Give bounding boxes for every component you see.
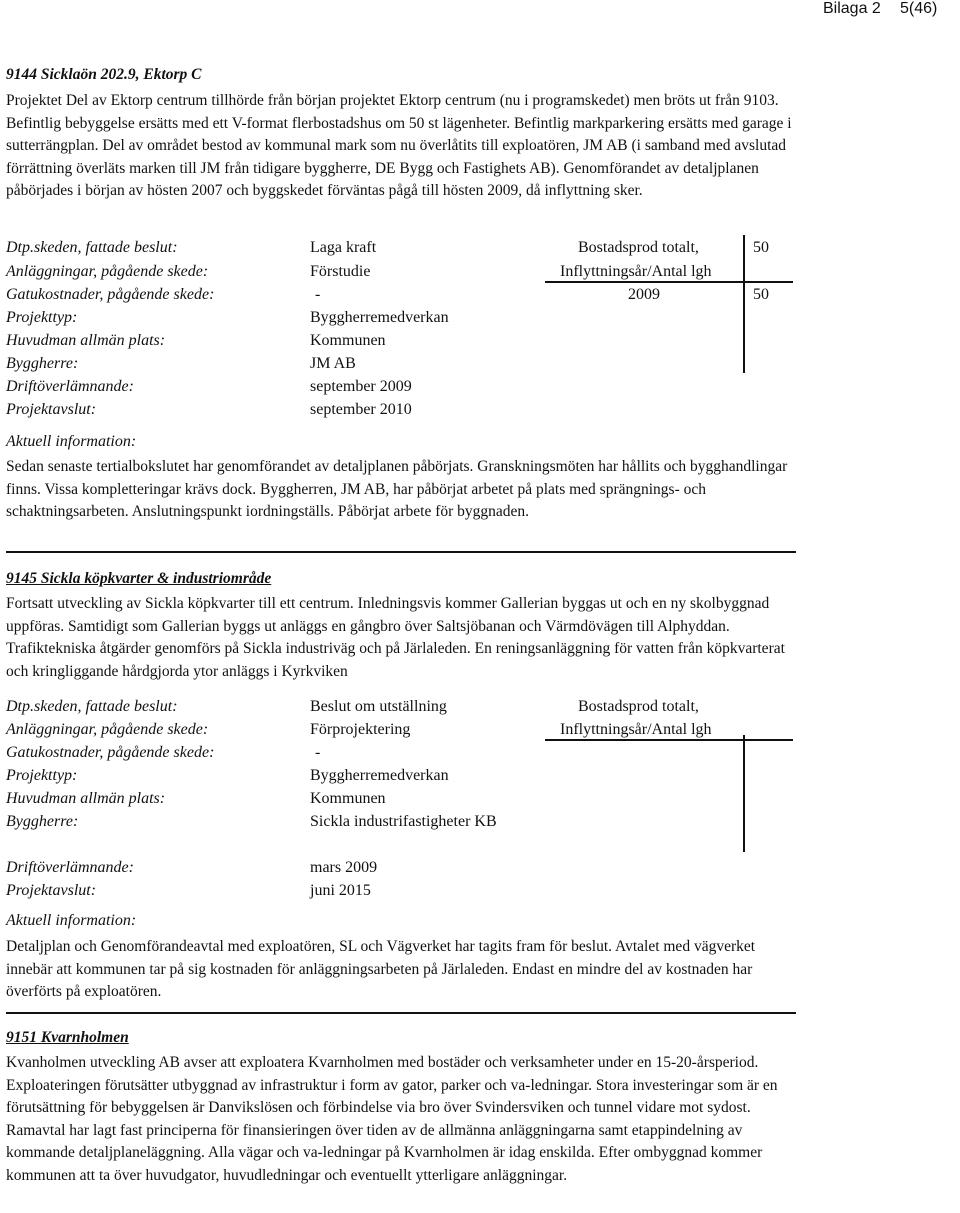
- field-value: juni 2015: [310, 882, 371, 899]
- field-value: Kommunen: [310, 790, 386, 807]
- project-title-9144: 9144 Sicklaön 202.9, Ektorp C: [6, 66, 202, 83]
- field-label: Driftöverlämnande:: [6, 378, 134, 395]
- field-value: -: [315, 286, 321, 303]
- field-value: Byggherremedverkan: [310, 767, 449, 784]
- field-label: Byggherre:: [6, 355, 79, 372]
- field-value: september 2009: [310, 378, 412, 395]
- housing-heading: Bostadsprod totalt,: [578, 239, 699, 256]
- housing-column-line: [743, 735, 745, 852]
- field-label: Gatukostnader, pågående skede:: [6, 286, 215, 303]
- section-divider: [6, 1012, 796, 1014]
- field-label: Driftöverlämnande:: [6, 859, 134, 876]
- section-divider: [6, 551, 796, 553]
- field-label: Projekttyp:: [6, 767, 78, 784]
- housing-total: 50: [753, 239, 769, 256]
- field-label: Gatukostnader, pågående skede:: [6, 744, 215, 761]
- housing-divider: [545, 739, 793, 741]
- field-value: Laga kraft: [310, 239, 377, 256]
- housing-count: 50: [753, 286, 769, 303]
- field-value: mars 2009: [310, 859, 378, 876]
- field-label: Projekttyp:: [6, 309, 78, 326]
- field-label: Projektavslut:: [6, 882, 97, 899]
- field-value: -: [315, 744, 321, 761]
- field-label: Byggherre:: [6, 813, 79, 830]
- field-label: Dtp.skeden, fattade beslut:: [6, 239, 178, 256]
- info-label-9144: Aktuell information:: [6, 433, 137, 450]
- field-label: Huvudman allmän plats:: [6, 332, 166, 349]
- project-description-9145: Fortsatt utveckling av Sickla köpkvarter till ett centrum. Inledningsvis kommer Gallerian byggas ut och en ny skolbyggnad uppföras. Samtidigt som Gallerian byggs ut anläggs en gångbro över Saltsjöbanan och Värmdövägen till Alphyddan. Trafiktekniska åtgärder genomförs på Sickla industriväg och på Järlaleden. En reningsanläggning för vatten från köpkvarterat och kringliggande hårdgjorda ytor anläggs i Kyrkviken: [6, 595, 785, 680]
- housing-year: 2009: [628, 286, 660, 303]
- appendix-label: Bilaga 2: [823, 0, 881, 17]
- housing-divider: [545, 281, 793, 283]
- page-number: 5(46): [900, 0, 938, 17]
- housing-subheading: Inflyttningsår/Antal lgh: [560, 721, 712, 738]
- field-label: Dtp.skeden, fattade beslut:: [6, 698, 178, 715]
- housing-subheading: Inflyttningsår/Antal lgh: [560, 263, 712, 280]
- field-label: Projektavslut:: [6, 401, 97, 418]
- info-text-9145: Detaljplan och Genomförandeavtal med exploatören, SL och Vägverket har tagits fram för beslut. Avtalet med vägverket innebär att kommunen tar på sig kostnaden för anläggningsarbeten på Järlaleden. Endast en mindre del av kostnaden har överförts på exploatören.: [6, 938, 756, 1001]
- field-value: Förprojektering: [310, 721, 411, 738]
- project-description-9151: Kvanholmen utveckling AB avser att exploatera Kvarnholmen med bostäder och verksamheter under en 15-20-årsperiod. Exploateringen förutsätter utbyggnad av infrastruktur i form av gator, parker och va-ledningar. Stora investeringar som är en förutsättning för bebyggelsen är Danvikslösen och förbindelse via bro över Svindersviken och tunnel vidare mot sydost. Ramavtal har lagt fast principerna för finansieringen över tiden av de allmänna anläggningarna samt etappindelning av kommande detaljplaneläggning. Alla vägar och va-ledningar på Kvarnholmen är idag enskilda. Efter ombyggnad kommer kommunen att ta över huvudgator, huvudledningar och eventuellt ytterligare anläggningar.: [6, 1054, 778, 1184]
- field-label: Anläggningar, pågående skede:: [6, 263, 209, 280]
- field-label: Anläggningar, pågående skede:: [6, 721, 209, 738]
- housing-heading: Bostadsprod totalt,: [578, 698, 699, 715]
- housing-column-line: [743, 235, 745, 373]
- field-value: september 2010: [310, 401, 412, 418]
- field-value: Beslut om utställning: [310, 698, 447, 715]
- info-label-9145: Aktuell information:: [6, 912, 137, 929]
- project-description-9144: Projektet Del av Ektorp centrum tillhörde från början projektet Ektorp centrum (nu i programskedet) men bröts ut från 9103. Befintlig bebyggelse ersätts med ett V-format flerbostadshus om 50 st lägenheter. Befintlig markparkering ersätts med garage i sutterrängplan. Del av området bestod av kommunal mark som nu överlåtits till exploatören, JM AB (i samband med avslutad förrättning överläts marken till JM från tidigare byggherre, DE Bygg och Fastighets AB). Genomförandet av detaljplanen påbörjades i början av hösten 2007 och byggskedet förväntas pågå till hösten 2009, då inflyttning sker.: [6, 92, 792, 200]
- info-text-9144: Sedan senaste tertialbokslutet har genomförandet av detaljplanen påbörjats. Granskningsmöten har hållits och bygghandlingar finns. Vissa kompletteringar krävs dock. Byggherren, JM AB, har påbörjat arbetet på plats med sprängnings- och schaktningsarbeten. Anslutningspunkt iordningställs. Påbörjat arbete för byggnaden.: [6, 458, 788, 521]
- field-value: Sickla industrifastigheter KB: [310, 813, 497, 830]
- project-title-9145: 9145 Sickla köpkvarter & industriområde: [6, 570, 272, 587]
- field-value: Kommunen: [310, 332, 386, 349]
- field-value: JM AB: [310, 355, 356, 372]
- field-label: Huvudman allmän plats:: [6, 790, 166, 807]
- project-title-9151: 9151 Kvarnholmen: [6, 1029, 129, 1046]
- field-value: Byggherremedverkan: [310, 309, 449, 326]
- field-value: Förstudie: [310, 263, 371, 280]
